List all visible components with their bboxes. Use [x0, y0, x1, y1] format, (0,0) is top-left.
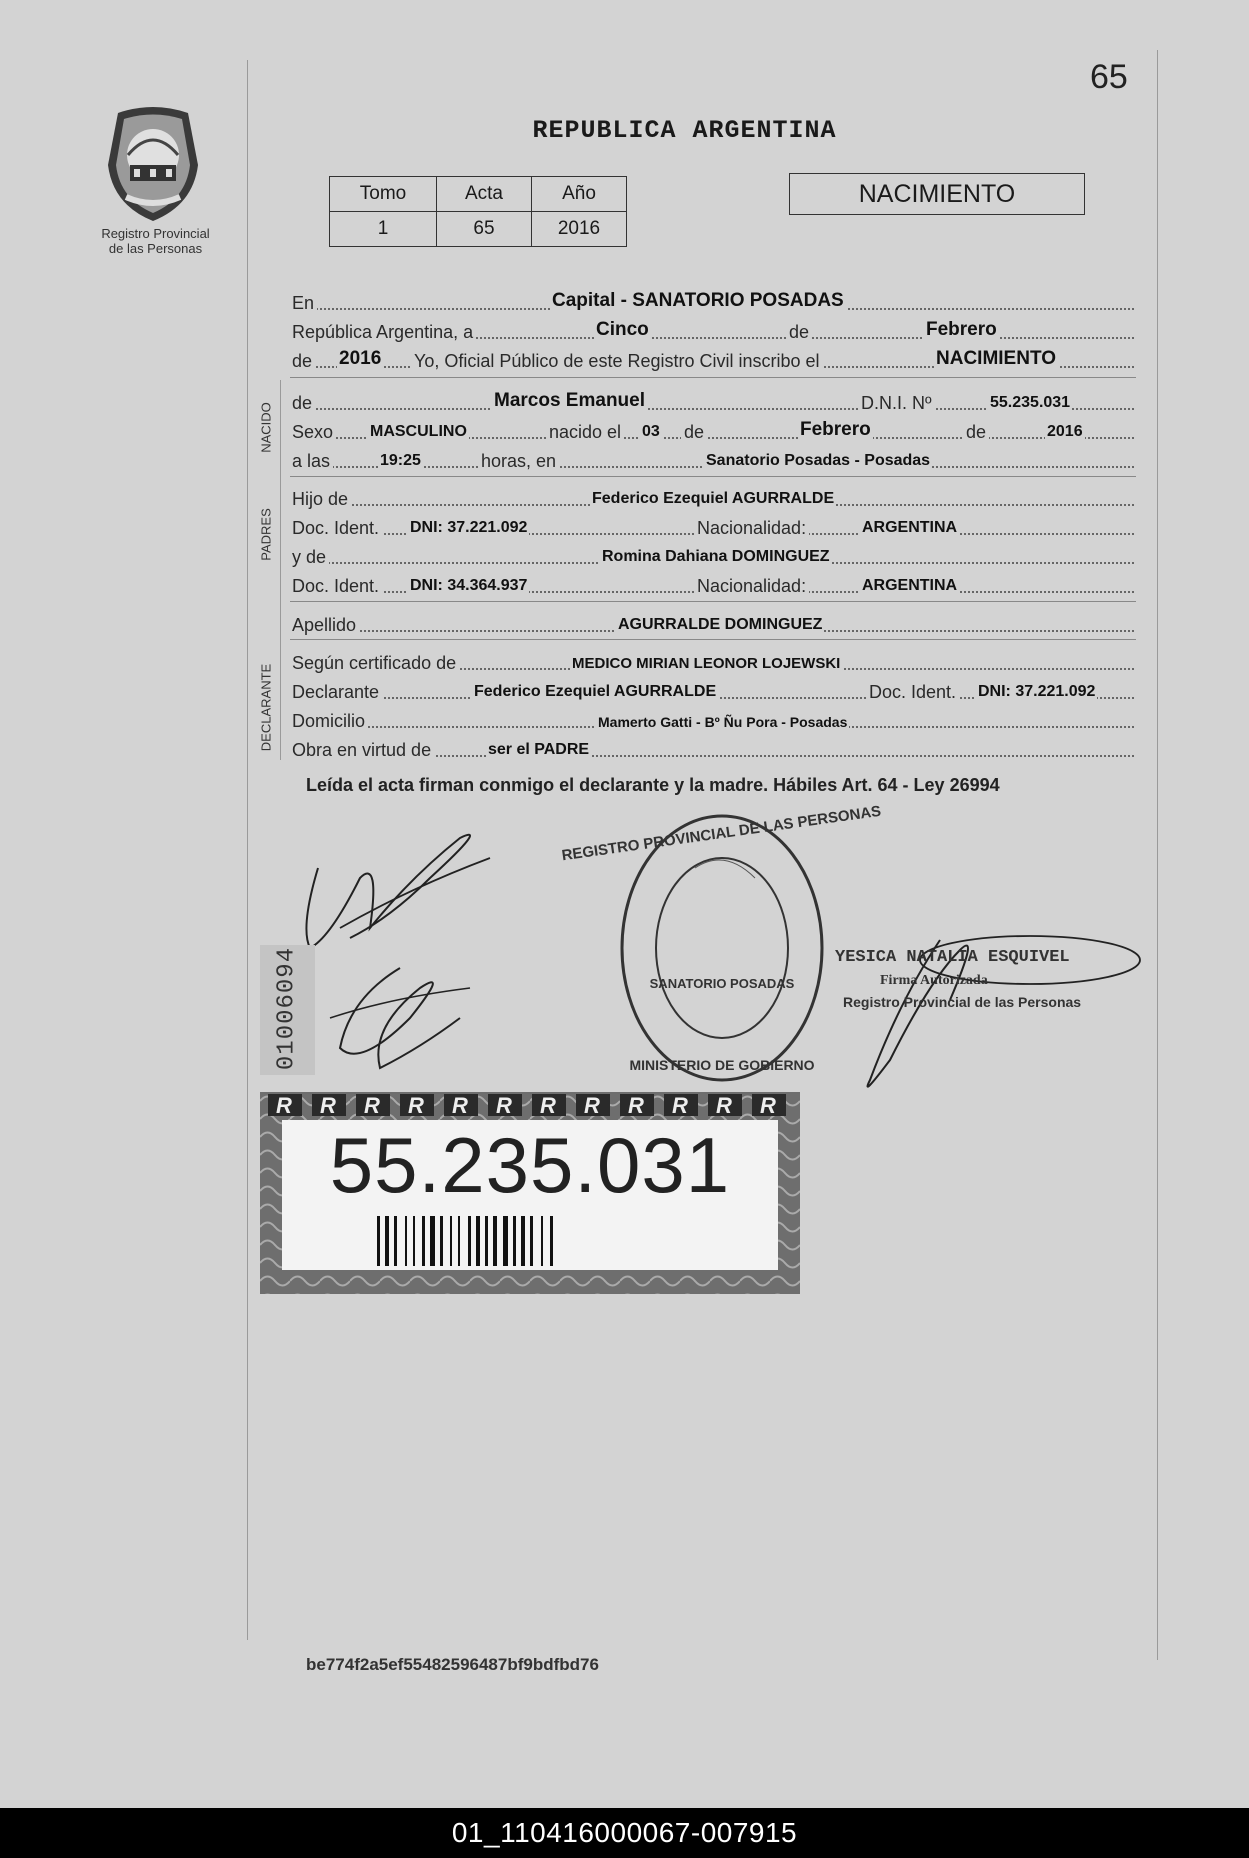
closing-text: Leída el acta firman conmigo el declarante y la madre. Hábiles Art. 64 - Ley 26994: [306, 775, 1000, 795]
sexo-label: Sexo: [292, 422, 336, 443]
barcode-bar: [405, 1216, 407, 1266]
day-value: Cinco: [596, 319, 649, 340]
register-value-ano: 2016: [532, 212, 627, 247]
logo-caption-line1: Registro Provincial: [101, 226, 210, 241]
mother-doc: DNI: 34.364.937: [410, 577, 528, 594]
birth-day: 03: [642, 423, 660, 440]
stamp-inner-text: SANATORIO POSADAS: [649, 976, 795, 991]
apellido-value: AGURRALDE DOMINGUEZ: [618, 616, 823, 633]
declarante-doc: DNI: 37.221.092: [978, 683, 1096, 700]
nacido-el-label: nacido el: [546, 422, 624, 443]
barcode-bar: [422, 1216, 425, 1266]
logo-caption-line2: de las Personas: [108, 241, 203, 256]
declarante-name: Federico Ezequiel AGURRALDE: [474, 683, 717, 700]
separator: [290, 377, 1136, 378]
declarante-row-3: [292, 708, 1134, 732]
padres-section-label: PADRES: [258, 508, 274, 561]
stamp-outer-text: REGISTRO PROVINCIAL DE LAS PERSONAS: [560, 802, 883, 865]
official-org: Registro Provincial de las Personas: [843, 994, 1082, 1010]
mother-name: Romina Dahiana DOMINGUEZ: [602, 548, 830, 565]
nacido-section-label: NACIDO: [258, 402, 274, 453]
barcode-bar: [413, 1216, 415, 1266]
barcode-bar: [530, 1216, 533, 1266]
sticker-pattern-letter: R: [452, 1093, 468, 1118]
nacido-row-1: [292, 390, 1134, 414]
register-header-ano: Año: [532, 177, 627, 212]
separator: [290, 639, 1136, 640]
barcode-bar: [450, 1216, 452, 1266]
sticker-dni-number: 55.235.031: [329, 1121, 731, 1209]
en-label: En: [292, 293, 317, 314]
sticker-pattern-letter: R: [320, 1093, 336, 1118]
de-label: de: [786, 322, 812, 343]
register-table: [329, 176, 627, 247]
official-name: YESICA NATALIA ESQUIVEL: [835, 948, 1070, 967]
mother-nationality: ARGENTINA: [862, 577, 958, 594]
republica-label: República Argentina, a: [292, 322, 476, 343]
nacido-de-label: de: [292, 393, 315, 414]
de2-label: de: [292, 351, 315, 372]
cert-value: MEDICO MIRIAN LEONOR LOJEWSKI: [572, 655, 841, 672]
domicilio-label: Domicilio: [292, 711, 368, 732]
cert-label: Según certificado de: [292, 653, 459, 674]
inner-left-line: [280, 380, 281, 760]
official-role: Firma Autorizada: [880, 973, 988, 988]
dni-sticker: [260, 1092, 800, 1294]
inscribo-label: Yo, Oficial Público de este Registro Civil inscribo el: [410, 351, 823, 372]
barcode-bar: [485, 1216, 488, 1266]
document-title: REPUBLICA ARGENTINA: [532, 116, 837, 145]
child-name: Marcos Emanuel: [494, 390, 645, 411]
mother-doc-label: Doc. Ident.: [292, 576, 382, 597]
year-value: 2016: [339, 348, 382, 369]
declarante-row-4: [292, 737, 1134, 761]
sticker-pattern-letter: R: [760, 1093, 776, 1118]
sticker-pattern-letter: R: [540, 1093, 556, 1118]
y-de-label: y de: [292, 547, 329, 568]
document-hash: be774f2a5ef55482596487bf9bdfbd76: [306, 1655, 599, 1674]
barcode-bar: [430, 1216, 435, 1266]
barcode-bar: [440, 1216, 443, 1266]
separator: [290, 601, 1136, 602]
sexo-value: MASCULINO: [370, 423, 467, 440]
child-dni: 55.235.031: [990, 394, 1071, 411]
separator: [290, 476, 1136, 477]
logo-caption: [88, 226, 223, 256]
register-header-acta: Acta: [437, 177, 532, 212]
padres-row-4: [292, 573, 1134, 597]
obra-label: Obra en virtud de: [292, 740, 434, 761]
birth-year: 2016: [1047, 423, 1083, 440]
barcode-bar: [541, 1216, 543, 1266]
domicilio-value: Mamerto Gatti - Bº Ñu Pora - Posadas: [598, 714, 848, 730]
father-doc-label: Doc. Ident.: [292, 518, 382, 539]
page-number: 65: [1090, 58, 1128, 96]
obra-value: ser el PADRE: [488, 741, 590, 758]
mother-nat-label: Nacionalidad:: [694, 576, 809, 597]
de-label-2: de: [681, 422, 707, 443]
place-value: Capital - SANATORIO POSADAS: [552, 290, 844, 311]
declarante-section-label: DECLARANTE: [258, 663, 274, 752]
vertical-serial: 01006094: [273, 946, 301, 1071]
left-margin-line: [247, 60, 248, 1640]
barcode-bar: [493, 1216, 497, 1266]
vertical-serial-strip: [260, 945, 315, 1075]
padres-row-2: [292, 515, 1134, 539]
nacido-row-2: [292, 419, 1134, 443]
sticker-pattern-letter: R: [496, 1093, 512, 1118]
barcode-bar: [377, 1216, 380, 1266]
sticker-pattern-letter: R: [276, 1093, 292, 1118]
footer-id: 01_110416000067-007915: [0, 1808, 1249, 1858]
register-header-tomo: Tomo: [330, 177, 437, 212]
apellido-label: Apellido: [292, 615, 359, 636]
barcode-bar: [503, 1216, 508, 1266]
barcode-bar: [385, 1216, 389, 1266]
sticker-pattern-letter: R: [584, 1093, 600, 1118]
declarante-signature: [290, 818, 520, 1093]
father-name: Federico Ezequiel AGURRALDE: [592, 490, 835, 507]
right-margin-line: [1157, 50, 1158, 1660]
barcode-bar: [476, 1216, 480, 1266]
register-value-tomo: 1: [330, 212, 437, 247]
dni-label: D.N.I. Nº: [858, 393, 935, 414]
nacido-row-3: [292, 448, 1134, 472]
barcode-bar: [394, 1216, 397, 1266]
sticker-pattern-letter: R: [672, 1093, 688, 1118]
apellido-row: [292, 612, 1134, 636]
a-las-label: a las: [292, 451, 333, 472]
sticker-label: [282, 1120, 778, 1270]
birth-hour: 19:25: [380, 452, 421, 469]
barcode: [377, 1216, 687, 1266]
horas-label: horas, en: [478, 451, 559, 472]
declarante-row-1: [292, 650, 1134, 674]
father-doc: DNI: 37.221.092: [410, 519, 528, 536]
declarante-label: Declarante: [292, 682, 382, 703]
declarante-row-2: [292, 679, 1134, 703]
barcode-bar: [458, 1216, 460, 1266]
father-nationality: ARGENTINA: [862, 519, 958, 536]
sticker-pattern-letter: R: [408, 1093, 424, 1118]
declarante-doc-label: Doc. Ident.: [866, 682, 959, 703]
intro-row-2: [292, 319, 1134, 343]
record-type-box: NACIMIENTO: [789, 173, 1085, 215]
barcode-bar: [550, 1216, 553, 1266]
inscribo-value: NACIMIENTO: [936, 348, 1056, 369]
barcode-bar: [521, 1216, 525, 1266]
padres-row-1: [292, 486, 1134, 510]
barcode-bar: [513, 1216, 516, 1266]
stamp-bottom-text: MINISTERIO DE GOBIERNO: [629, 1057, 815, 1073]
barcode-bar: [468, 1216, 471, 1266]
sticker-pattern-letter: R: [364, 1093, 380, 1118]
register-value-acta: 65: [437, 212, 532, 247]
hijo-de-label: Hijo de: [292, 489, 351, 510]
official-stamp: [560, 802, 883, 1093]
birth-month: Febrero: [800, 419, 871, 440]
padres-row-3: [292, 544, 1134, 568]
intro-row-1: [292, 290, 1134, 314]
month-value: Febrero: [926, 319, 997, 340]
de-label-3: de: [963, 422, 989, 443]
intro-row-3: [292, 348, 1134, 372]
sticker-pattern-letter: R: [628, 1093, 644, 1118]
birth-place: Sanatorio Posadas - Posadas: [706, 452, 931, 469]
sticker-pattern-letter: R: [716, 1093, 732, 1118]
father-nat-label: Nacionalidad:: [694, 518, 809, 539]
